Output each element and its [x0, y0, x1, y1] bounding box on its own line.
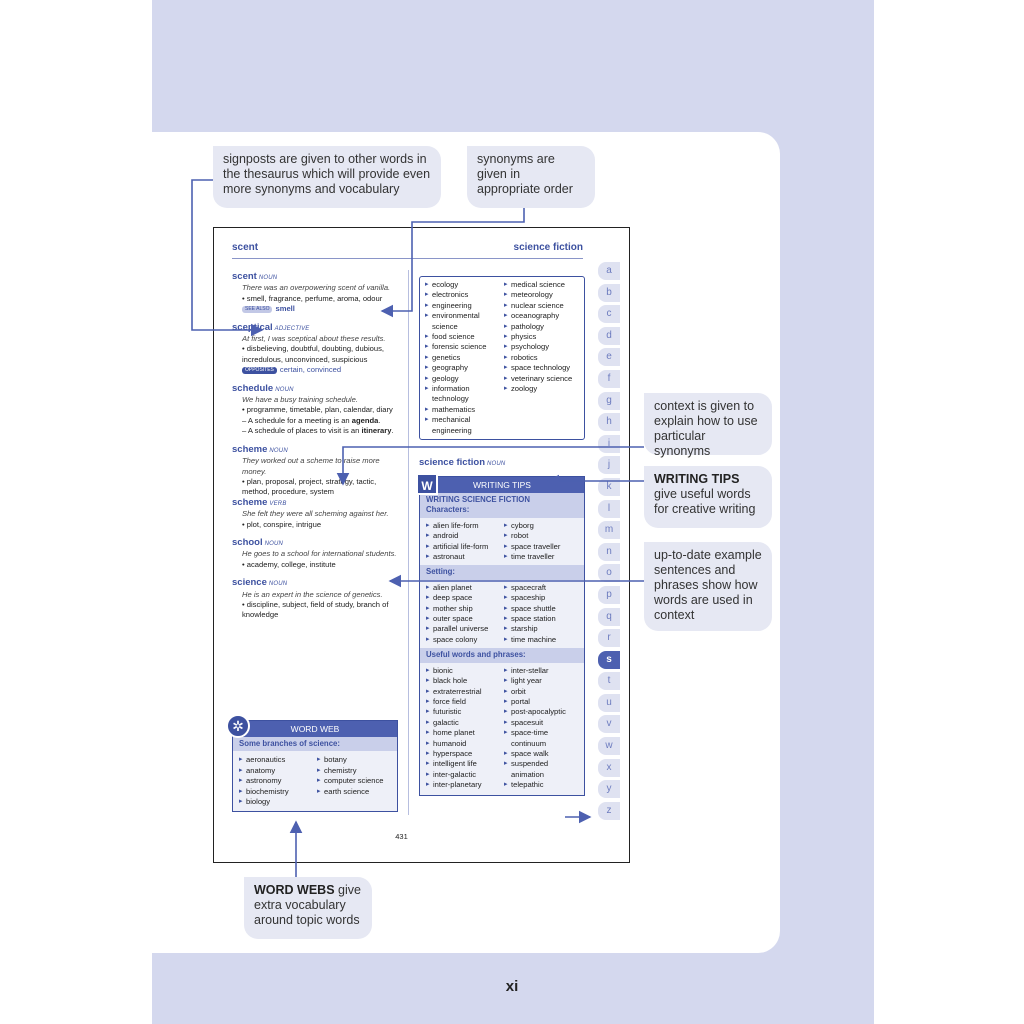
- list-item: ▸ spacesuit: [504, 718, 578, 728]
- usage-punct: .: [378, 415, 381, 425]
- list-item: ▸ computer science: [317, 776, 391, 786]
- list-item: ▸ geology: [425, 374, 500, 384]
- callout-word-webs-bold: WORD WEBS: [254, 883, 335, 897]
- headword: science: [232, 577, 267, 589]
- headword: scheme: [232, 443, 268, 455]
- list-item: ▸ astronomy: [239, 776, 313, 786]
- list-item: ▸ space walk: [504, 749, 578, 759]
- list-item: ▸ robotics: [504, 353, 579, 363]
- list-item: ▸ portal: [504, 697, 578, 707]
- letter-tab-d[interactable]: d: [598, 327, 620, 345]
- list-item: ▸ force field: [426, 697, 500, 707]
- headword: scent: [232, 271, 257, 282]
- example-sentence: He is an expert in the science of genetics.: [242, 589, 383, 599]
- headword: science fiction: [419, 457, 485, 468]
- example-sentence: She felt they were all scheming against her.: [242, 509, 389, 519]
- see-also-tag: SEE ALSO: [242, 306, 272, 313]
- list-item: ▸ post-apocalyptic: [504, 707, 578, 717]
- list-item: ▸ starship: [504, 624, 578, 634]
- setting-label: Setting:: [420, 565, 584, 579]
- list-item: ▸ botany: [317, 755, 391, 765]
- list-item: ▸ environmental science: [425, 311, 500, 332]
- word-web-icon: ✲: [226, 714, 250, 738]
- letter-tab-p[interactable]: p: [598, 586, 620, 604]
- letter-tab-z[interactable]: z: [598, 802, 620, 820]
- letter-tab-g[interactable]: g: [598, 392, 620, 410]
- callout-context: context is given to explain how to use particular synonyms: [644, 393, 772, 455]
- example-sentence: He goes to a school for international students.: [242, 549, 397, 559]
- letter-tab-e[interactable]: e: [598, 348, 620, 366]
- folio: 431: [395, 832, 408, 841]
- list-item: ▸ biology: [239, 797, 313, 807]
- part-of-speech: VERB: [269, 500, 287, 507]
- arrow-context: [343, 447, 644, 484]
- list-item: ▸ alien life-form: [426, 521, 500, 531]
- writing-tips-icon: W: [416, 473, 438, 495]
- list-item: ▸ space traveller: [504, 542, 578, 552]
- list-item: ▸ time traveller: [504, 552, 578, 562]
- letter-tab-i[interactable]: i: [598, 435, 620, 453]
- letter-tab-j[interactable]: j: [598, 456, 620, 474]
- usage-punct: .: [391, 426, 394, 436]
- list-item: ▸ telepathic: [504, 780, 578, 790]
- list-item: ▸ deep space: [426, 593, 500, 603]
- example-sentence: There was an overpowering scent of vanilla.: [242, 283, 391, 293]
- list-item: ▸ intelligent life: [426, 759, 500, 769]
- headword: scheme: [232, 496, 268, 508]
- list-item: ▸ cyborg: [504, 521, 578, 531]
- list-item: ▸ psychology: [504, 342, 579, 352]
- opposites-tag: OPPOSITES: [242, 367, 277, 374]
- callout-signposts: signposts are given to other words in the thesaurus which will provide even more synonyms and vocabulary: [213, 146, 441, 208]
- word-web-subtitle: Some branches of science:: [233, 737, 397, 751]
- list-item: ▸ alien planet: [426, 583, 500, 593]
- letter-tab-v[interactable]: v: [598, 715, 620, 733]
- letter-tab-q[interactable]: q: [598, 608, 620, 626]
- headword: school: [232, 536, 263, 548]
- letter-tab-k[interactable]: k: [598, 478, 620, 496]
- list-item: ▸ geography: [425, 363, 500, 373]
- letter-tab-f[interactable]: f: [598, 370, 620, 388]
- useful-label: Useful words and phrases:: [420, 648, 584, 662]
- letter-tab-m[interactable]: m: [598, 521, 620, 539]
- part-of-speech: ADJECTIVE: [274, 325, 310, 332]
- letter-tab-s[interactable]: s: [598, 651, 620, 669]
- part-of-speech: NOUN: [268, 581, 288, 588]
- list-item: ▸ artificial life-form: [426, 542, 500, 552]
- synonyms: • smell, fragrance, perfume, aroma, odour: [242, 293, 383, 303]
- list-item: ▸ physics: [504, 332, 579, 342]
- synonyms: • programme, timetable, plan, calendar, diary: [242, 405, 393, 415]
- list-item: ▸ engineering: [425, 301, 500, 311]
- see-also-link[interactable]: smell: [275, 304, 295, 314]
- headword: sceptical: [232, 321, 273, 333]
- part-of-speech: NOUN: [269, 447, 288, 454]
- list-item: ▸ space colony: [426, 635, 500, 645]
- usage-word: agenda: [351, 415, 379, 425]
- letter-tab-y[interactable]: y: [598, 780, 620, 798]
- callout-writing-tips-rest: give useful words for creative writing: [654, 487, 756, 516]
- list-item: ▸ medical science: [504, 280, 579, 290]
- list-item: ▸ extraterrestrial: [426, 687, 500, 697]
- list-item: ▸ oceanography: [504, 311, 579, 321]
- arrow-synonyms: [382, 208, 524, 311]
- list-item: ▸ mother ship: [426, 604, 500, 614]
- usage-word: itinerary: [361, 426, 392, 436]
- synonyms: • plot, conspire, intrigue: [242, 519, 322, 529]
- list-item: ▸ robot: [504, 531, 578, 541]
- list-item: ▸ inter-galactic: [426, 770, 500, 780]
- usage-text: – A schedule for a meeting is an: [242, 415, 352, 425]
- list-item: ▸ space-time continuum: [504, 728, 578, 749]
- writing-tips-title: WRITING TIPS: [420, 477, 584, 493]
- example-sentence: They worked out a scheme to raise more money.: [242, 456, 380, 476]
- synonyms: • plan, proposal, project, strategy, tactic, method, procedure, system: [242, 476, 377, 497]
- list-item: ▸ ecology: [425, 280, 500, 290]
- letter-tab-n[interactable]: n: [598, 543, 620, 561]
- part-of-speech: NOUN: [264, 540, 284, 547]
- headword: schedule: [232, 382, 274, 394]
- letter-tab-w[interactable]: w: [598, 737, 620, 755]
- list-item: ▸ light year: [504, 676, 578, 686]
- part-of-speech: NOUN: [258, 275, 278, 281]
- list-item: ▸ mechanical engineering: [425, 415, 500, 436]
- letter-tab-h[interactable]: h: [598, 413, 620, 431]
- letter-tab-b[interactable]: b: [598, 284, 620, 302]
- list-item: ▸ galactic: [426, 718, 500, 728]
- letter-tab-c[interactable]: c: [598, 305, 620, 323]
- list-item: ▸ information technology: [425, 384, 500, 405]
- characters-label: Characters:: [420, 505, 584, 517]
- list-item: ▸ pathology: [504, 322, 579, 332]
- part-of-speech: NOUN: [275, 386, 294, 393]
- list-item: ▸ meteorology: [504, 290, 579, 300]
- list-item: ▸ aeronautics: [239, 755, 313, 765]
- list-item: ▸ mathematics: [425, 405, 500, 415]
- list-item: ▸ biochemistry: [239, 787, 313, 797]
- page-number: xi: [505, 978, 519, 995]
- list-item: ▸ android: [426, 531, 500, 541]
- letter-tab-a[interactable]: a: [598, 262, 620, 280]
- opposites-words: certain, convinced: [279, 365, 342, 375]
- list-item: ▸ chemistry: [317, 766, 391, 776]
- list-item: ▸ home planet: [426, 728, 500, 738]
- list-item: ▸ inter-planetary: [426, 780, 500, 790]
- list-item: ▸ outer space: [426, 614, 500, 624]
- list-item: ▸ parallel universe: [426, 624, 500, 634]
- synonyms: • discipline, subject, field of study, branch of knowledge: [242, 599, 389, 620]
- list-item: ▸ hyperspace: [426, 749, 500, 759]
- letter-tab-l[interactable]: l: [598, 500, 620, 518]
- list-item: ▸ orbit: [504, 687, 578, 697]
- example-sentence: At first, I was sceptical about these results.: [242, 334, 386, 344]
- list-item: ▸ food science: [425, 332, 500, 342]
- list-item: ▸ suspended animation: [504, 759, 578, 780]
- callout-examples: up-to-date example sentences and phrases show how words are used in context: [644, 542, 772, 631]
- list-item: ▸ futuristic: [426, 707, 500, 717]
- list-item: ▸ spaceship: [504, 593, 578, 603]
- list-item: ▸ inter-stellar: [504, 666, 578, 676]
- list-item: ▸ electronics: [425, 290, 500, 300]
- list-item: ▸ zoology: [504, 384, 579, 394]
- letter-tab-u[interactable]: u: [598, 694, 620, 712]
- list-item: ▸ anatomy: [239, 766, 313, 776]
- synonyms: • academy, college, institute: [242, 559, 336, 569]
- callout-synonyms: synonyms are given in appropriate order: [467, 146, 595, 208]
- example-sentence: We have a busy training schedule.: [242, 395, 358, 405]
- letter-tab-t[interactable]: t: [598, 672, 620, 690]
- list-item: ▸ veterinary science: [504, 374, 579, 384]
- writing-tips-heading: WRITING SCIENCE FICTION: [420, 493, 584, 505]
- list-item: ▸ space shuttle: [504, 604, 578, 614]
- list-item: ▸ time machine: [504, 635, 578, 645]
- letter-tab-o[interactable]: o: [598, 564, 620, 582]
- running-head-right: science fiction: [513, 242, 583, 253]
- list-item: ▸ space station: [504, 614, 578, 624]
- arrow-signposts: [192, 180, 262, 330]
- callout-word-webs-rest: give extra vocabulary around topic words: [254, 883, 361, 927]
- letter-tab-r[interactable]: r: [598, 629, 620, 647]
- list-item: ▸ forensic science: [425, 342, 500, 352]
- list-item: ▸ astronaut: [426, 552, 500, 562]
- part-of-speech: NOUN: [487, 461, 506, 467]
- usage-text: – A schedule of places to visit is an: [242, 426, 362, 436]
- list-item: ▸ earth science: [317, 787, 391, 797]
- running-head-left: scent: [232, 242, 259, 253]
- list-item: ▸ bionic: [426, 666, 500, 676]
- letter-tab-x[interactable]: x: [598, 759, 620, 777]
- synonyms: • disbelieving, doubtful, doubting, dubious, incredulous, unconvinced, suspicious: [242, 344, 384, 364]
- word-web-title: WORD WEB: [233, 721, 397, 737]
- list-item: ▸ genetics: [425, 353, 500, 363]
- list-item: ▸ humanoid: [426, 739, 500, 749]
- callout-writing-tips-bold: WRITING TIPS: [654, 472, 740, 486]
- list-item: ▸ nuclear science: [504, 301, 579, 311]
- list-item: ▸ spacecraft: [504, 583, 578, 593]
- list-item: ▸ space technology: [504, 363, 579, 373]
- list-item: ▸ black hole: [426, 676, 500, 686]
